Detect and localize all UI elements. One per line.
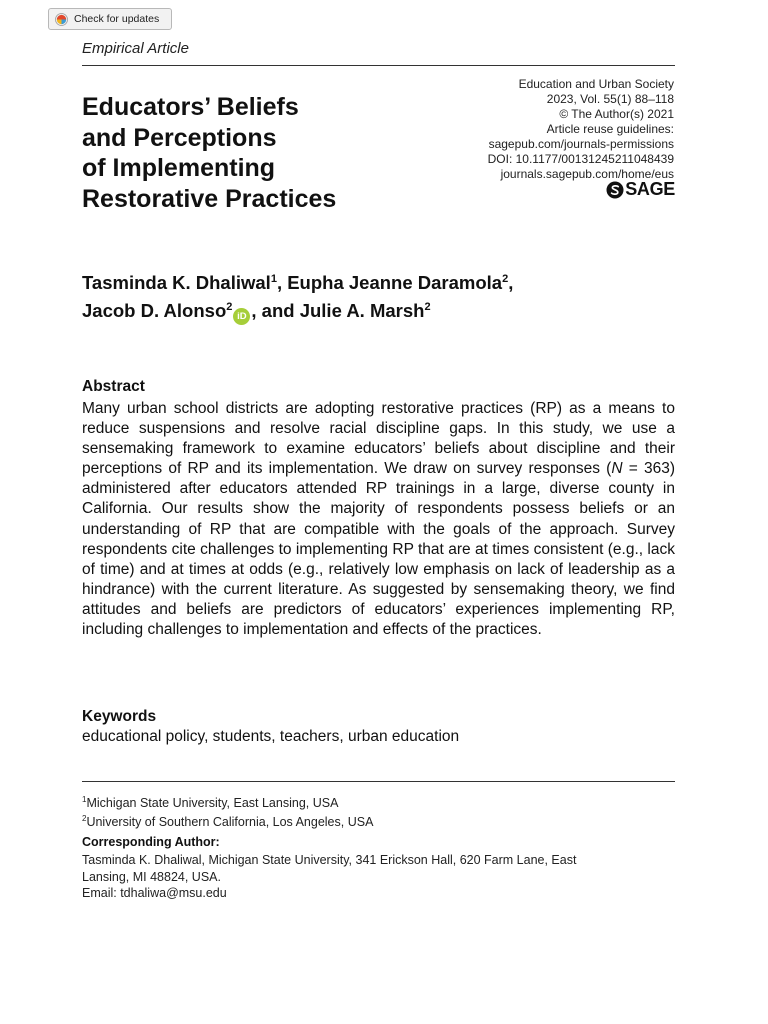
- keywords-list: educational policy, students, teachers, urban education: [82, 728, 460, 745]
- author-separator: ,: [508, 272, 514, 293]
- author-affiliation-marker: 2: [424, 300, 431, 313]
- journal-info: [394, 77, 674, 182]
- sample-size-symbol: N: [611, 460, 623, 478]
- corresponding-author-details: [82, 852, 662, 902]
- corresponding-email[interactable]: Email: tdhaliwa@msu.edu: [82, 886, 227, 900]
- orcid-icon[interactable]: iD: [233, 308, 250, 325]
- reuse-guidelines-label: Article reuse guidelines:: [546, 122, 674, 136]
- journal-volume: 2023, Vol. 55(1) 88–118: [546, 92, 674, 106]
- affiliation-marker: 1: [82, 795, 87, 804]
- corresponding-address: Tasminda K. Dhaliwal, Michigan State University, 341 Erickson Hall, 620 Farm Lane, East: [82, 853, 577, 867]
- doi-link[interactable]: DOI: 10.1177/00131245211048439: [487, 152, 674, 166]
- affiliation-item: [82, 811, 373, 830]
- update-badge-icon: [55, 13, 68, 26]
- affiliations: [82, 792, 373, 830]
- abstract-text-part: Many urban school districts are adopting restorative practices (RP) as a means to reduce suspensions and resolve racial discipline gaps. In this study, we use a sensemaking framework to examine educators’ beliefs about discipline and their perceptions of RP and its implementation. We draw on survey responses (: [82, 400, 675, 478]
- title-line: and Perceptions: [82, 123, 277, 152]
- article-title: [82, 92, 402, 214]
- permissions-link[interactable]: sagepub.com/journals-permissions: [488, 137, 674, 151]
- author-affiliation-marker: 2: [502, 272, 509, 285]
- sample-size-value: = 363: [622, 460, 670, 478]
- header-divider: [82, 65, 675, 66]
- keywords-heading: Keywords: [82, 708, 157, 725]
- check-for-updates-label: Check for updates: [74, 13, 160, 25]
- publisher-logo: [606, 179, 675, 200]
- journal-name: Education and Urban Society: [518, 77, 674, 91]
- publisher-name: SAGE: [625, 179, 675, 199]
- corresponding-address: Lansing, MI 48824, USA.: [82, 869, 221, 884]
- journal-home-link[interactable]: journals.sagepub.com/home/eus: [500, 167, 674, 181]
- footnote-divider: [82, 781, 675, 782]
- affiliation-marker: 2: [82, 814, 87, 824]
- author-name[interactable]: Jacob D. Alonso: [82, 300, 227, 321]
- author-separator: , and: [251, 300, 300, 321]
- title-line: of Implementing: [82, 154, 276, 182]
- author-name[interactable]: Tasminda K. Dhaliwal: [82, 272, 271, 293]
- article-type: Empirical Article: [82, 40, 189, 57]
- abstract-text: [82, 399, 675, 640]
- affiliation-text: University of Southern California, Los Angeles, USA: [86, 815, 374, 830]
- affiliation-item: [82, 792, 373, 811]
- title-line: Restorative Practices: [82, 184, 337, 213]
- abstract-heading: Abstract: [82, 378, 145, 395]
- author-list: [82, 269, 682, 325]
- sage-logo-icon: [606, 181, 624, 199]
- author-name[interactable]: Eupha Jeanne Daramola: [287, 272, 503, 293]
- affiliation-text: Michigan State University, East Lansing, USA: [86, 796, 339, 811]
- copyright: © The Author(s) 2021: [559, 107, 674, 121]
- author-name[interactable]: Julie A. Marsh: [299, 300, 425, 321]
- author-affiliation-marker: 1: [270, 272, 277, 285]
- corresponding-author-heading: Corresponding Author:: [82, 835, 220, 849]
- author-affiliation-marker: 2: [226, 300, 233, 313]
- author-separator: ,: [276, 272, 288, 293]
- abstract-text-part: ) administered after educators attended RP trainings in a large, diverse county in California. Our results show the majority of respondents possess beliefs or an understanding of RP that are compatible with the goals of the approach. Survey respondents cite challenges to implementing RP that are at times consistent (e.g., lack of time) and at times at odds (e.g., relatively low emphasis on lack of leadership as a hindrance) with the current literature. As suggested by sensemaking theory, we find attitudes and beliefs are predictors of educators’ experiences implementing RP, including challenges to implementation and effects of the practices.: [82, 460, 675, 639]
- title-line: Educators’ Beliefs: [82, 93, 299, 121]
- check-for-updates-button[interactable]: [48, 8, 172, 30]
